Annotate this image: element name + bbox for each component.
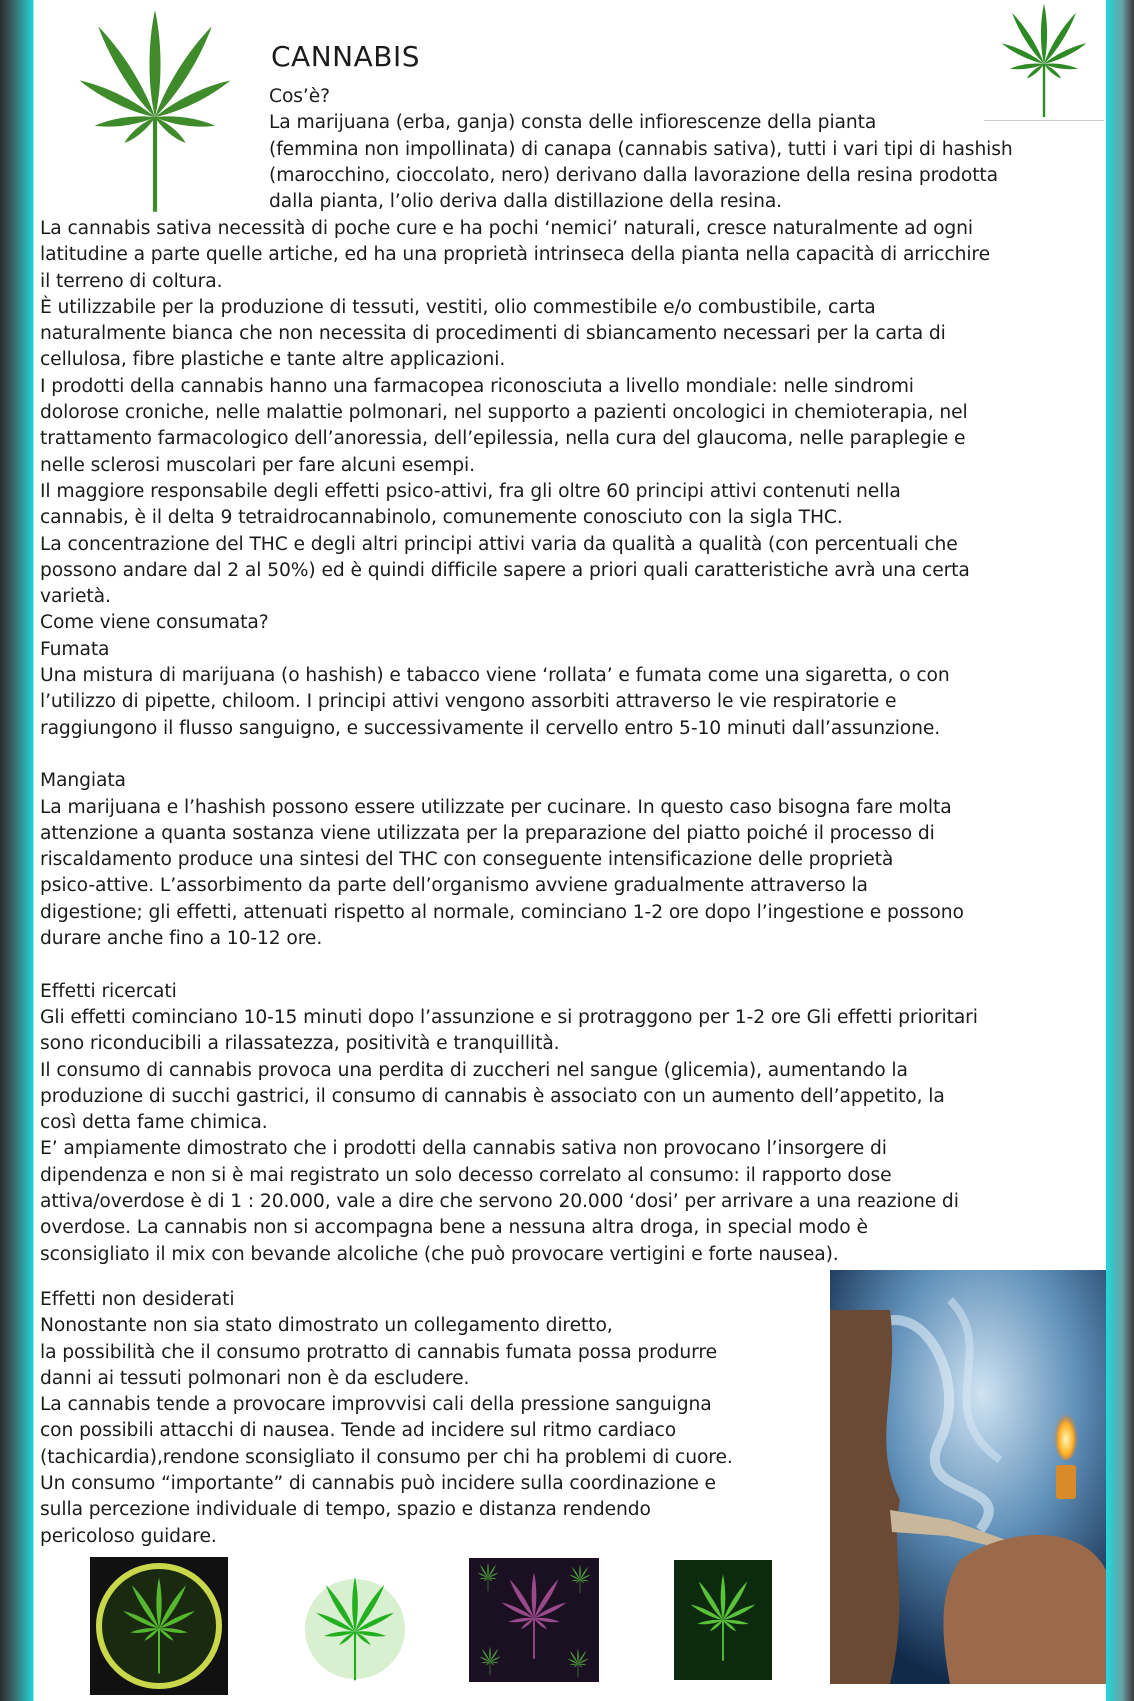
smoking-photo: [830, 1270, 1106, 1684]
cannabis-leaf-icon: [50, 6, 260, 218]
leaf-photo-image: [674, 1560, 772, 1680]
document-page: [34, 0, 1106, 1701]
leaf-badge-image: [291, 1569, 419, 1689]
side-effects-text: Effetti non desiderati Nonostante non sia stato dimostrato un collegamento diretto, la possibilità che il consumo protratto di cannabis fumata possa produrre danni ai tessuti polmonari non è da escludere. La cannabis tende a provocare improvvisi cali della pressione sanguigna con possibili attacchi di nausea. Tende ad incidere sul ritmo cardiaco (tachicardia),rendone sconsigliato il consumo per chi ha problemi di cuore. Un consumo “importante” di cannabis può incidere sulla coordinazione e sulla percezione individuale di tempo, spazio e distanza rendendo pericoloso guidare.: [40, 1289, 733, 1547]
leaf-emblem-image: [90, 1557, 228, 1695]
page-title: CANNABIS: [271, 40, 420, 73]
main-body-text: La cannabis sativa necessità di poche cure e ha pochi ‘nemici’ naturali, cresce naturalmente ad ogni latitudine a parte quelle artiche, ed ha una proprietà intrinseca della pianta nella capacità di arricchire il terreno di coltura. È utilizzabile per la produzione di tessuti, vestiti, olio commestibile e/o combustibile, carta naturalmente bianca che non necessita di procedimenti di sbiancamento necessari per la carta di cellulosa, fibre plastiche e tante altre applicazioni. I prodotti della cannabis hanno una farmacopea riconosciuta a livello mondiale: nelle sindromi dolorose croniche, nelle malattie polmonari, nel supporto a pazienti oncologici in chemioterapia, nel trattamento farmacologico dell’anoressia, dell’epilessia, nella cura del glaucoma, nelle paraplegie e nelle sclerosi muscolari per fare alcuni esempi. Il maggiore responsabile degli effetti psico-attivi, fra gli oltre 60 principi attivi contenuti nella cannabis, è il delta 9 tetraidrocannabinolo, comunemente conosciuto con la sigla THC. La concentrazione del THC e degli altri principi attivi varia da qualità a qualità (con percentuali che possono andare dal 2 al 50%) ed è quindi difficile sapere a priori quali caratteristiche avrà una certa varietà. Come viene consumata? Fumata Una mistura di marijuana (o hashish) e tabacco viene ‘rollata’ e fumata come una sigaretta, o con l’utilizzo di pipette, chiloom. I principi attivi vengono assorbiti attraverso le vie respiratorie e raggiungono il flusso sanguigno, e successivamente il cervello entro 5-10 minuti dall’assunzione. Mangiata La marijuana e l’hashish possono essere utilizzate per cucinare. In questo caso bisogna fare molta attenzione a quanta sostanza viene utilizzata per la preparazione del piatto poiché il processo di riscaldamento produce una sintesi del THC con conseguente intensificazione delle proprietà psico-attive. L’assorbimento da parte dell’organismo avviene gradualmente attraverso la digestione; gli effetti, attenuati rispetto al normale, cominciano 1-2 ore dopo l’ingestione e possono durare anche fino a 10-12 ore. Effetti ricercati Gli effetti cominciano 10-15 minuti dopo l’assunzione e si protraggono per 1-2 ore Gli effetti prioritari sono riconducibili a rilassatezza, positività e tranquillità. Il consumo di cannabis provoca una perdita di zuccheri nel sangue (glicemia), aumentando la produzione di succhi gastrici, il consumo di cannabis è associato con un aumento dell’appetito, la così detta fame chimica. E’ ampiamente dimostrato che i prodotti della cannabis sativa non provocano l’insorgere di dipendenza e non si è mai registrato un solo decesso correlato al consumo: il rapporto dose attiva/overdose è di 1 : 20.000, vale a dire che servono 20.000 ‘dosi’ per arrivare a una reazione di overdose. La cannabis non si accompagna bene a nessuna altra droga, in special modo è sconsigliato il mix con bevande alcoliche (che può provocare vertigini e forte nausea).: [40, 218, 990, 1265]
leaf-pattern-image: [469, 1558, 599, 1682]
intro-paragraph: Cos’è? La marijuana (erba, ganja) consta delle infiorescenze della pianta (femmina non impollinata) di canapa (cannabis sativa), tutti i vari tipi di hashish (marocchino, cioccolato, nero) derivano dalla lavorazione della resina prodotta dalla pianta, l’olio deriva dalla distillazione della resina.: [269, 86, 1013, 213]
